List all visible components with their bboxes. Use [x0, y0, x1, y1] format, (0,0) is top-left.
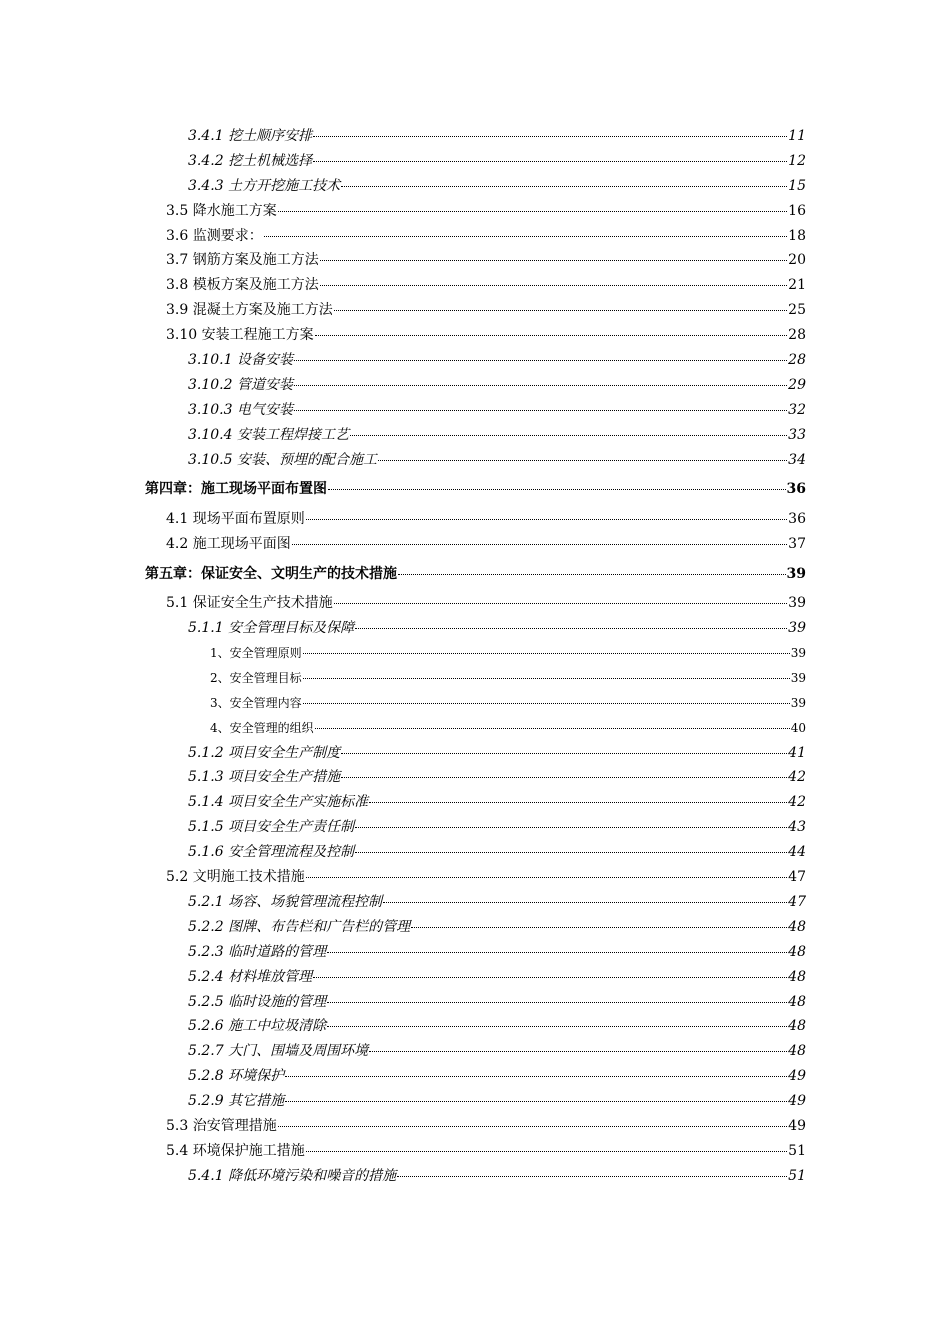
- toc-entry[interactable]: [145, 840, 806, 865]
- toc-dot-leader: [341, 776, 787, 778]
- toc-page-number: 51: [788, 1167, 806, 1184]
- toc-entry[interactable]: [145, 348, 806, 373]
- toc-entry[interactable]: [145, 532, 806, 557]
- toc-page-number: 32: [788, 401, 806, 418]
- toc-page-number: 44: [788, 844, 806, 861]
- toc-entry-title: 3.6 监测要求：: [166, 227, 263, 244]
- toc-entry-title: 5.2.3 临时道路的管理: [188, 943, 327, 960]
- toc-dot-leader: [303, 677, 790, 679]
- toc-page-number: 49: [788, 1068, 806, 1085]
- toc-entry-title: 3.10.1 设备安装: [188, 352, 293, 369]
- toc-entry[interactable]: [145, 423, 806, 448]
- toc-entry-title: 3.10 安装工程施工方案: [166, 327, 314, 344]
- toc-dot-leader: [334, 602, 787, 604]
- toc-page-number: 20: [788, 252, 806, 269]
- toc-dot-leader: [369, 801, 787, 803]
- toc-page-number: 16: [788, 202, 806, 219]
- toc-entry[interactable]: [145, 1014, 806, 1039]
- toc-dot-leader: [278, 210, 787, 212]
- toc-page-number: 21: [788, 277, 806, 294]
- toc-entry-title: 4、安全管理的组织: [210, 720, 314, 735]
- toc-entry[interactable]: [145, 741, 806, 766]
- toc-entry-title: 3.10.5 安装、预埋的配合施工: [188, 451, 377, 468]
- toc-page-number: 48: [788, 1018, 806, 1035]
- toc-dot-leader: [294, 384, 787, 386]
- toc-page-number: 42: [788, 769, 806, 786]
- toc-page-number: 48: [788, 918, 806, 935]
- toc-page-number: 39: [790, 695, 806, 710]
- toc-dot-leader: [334, 309, 787, 311]
- toc-entry[interactable]: [145, 373, 806, 398]
- toc-entry-title: 3.5 降水施工方案: [166, 202, 277, 219]
- toc-entry[interactable]: [145, 298, 806, 323]
- toc-dot-leader: [320, 284, 787, 286]
- toc-entry[interactable]: [145, 865, 806, 890]
- toc-page-number: 43: [788, 819, 806, 836]
- toc-page-number: 47: [788, 869, 806, 886]
- toc-page-number: 28: [788, 352, 806, 369]
- toc-dot-leader: [306, 876, 787, 878]
- toc-entry[interactable]: [145, 641, 806, 666]
- toc-dot-leader: [369, 1050, 787, 1052]
- toc-page-number: 39: [788, 595, 806, 612]
- toc-entry-title: 5.2.8 环境保护: [188, 1068, 285, 1085]
- toc-entry-title: 3.10.4 安装工程焊接工艺: [188, 426, 349, 443]
- toc-entry[interactable]: [145, 990, 806, 1015]
- toc-dot-leader: [341, 185, 787, 187]
- toc-chapter-entry[interactable]: [145, 557, 806, 592]
- toc-entry-title: 5.1.4 项目安全生产实施标准: [188, 794, 369, 811]
- toc-entry[interactable]: [145, 1139, 806, 1164]
- toc-dot-leader: [264, 235, 787, 237]
- toc-entry-title: 5.1.2 项目安全生产制度: [188, 744, 341, 761]
- toc-entry-title: 3.7 钢筋方案及施工方法: [166, 252, 319, 269]
- toc-page-number: 48: [788, 943, 806, 960]
- toc-entry-title: 5.3 治安管理措施: [166, 1117, 277, 1134]
- toc-entry-title: 3.4.3 土方开挖施工技术: [188, 177, 341, 194]
- toc-entry-title: 4.2 施工现场平面图: [166, 535, 291, 552]
- toc-entry[interactable]: [145, 965, 806, 990]
- toc-page-number: 42: [788, 794, 806, 811]
- toc-entry-title: 第五章：保证安全、文明生产的技术措施: [145, 565, 397, 582]
- toc-dot-leader: [327, 1001, 787, 1003]
- toc-entry[interactable]: [145, 398, 806, 423]
- toc-entry-title: 5.2.2 图牌、布告栏和广告栏的管理: [188, 918, 411, 935]
- toc-dot-leader: [313, 135, 787, 137]
- toc-entry[interactable]: [145, 890, 806, 915]
- toc-dot-leader: [306, 518, 787, 520]
- toc-entry-title: 3.9 混凝土方案及施工方法: [166, 302, 333, 319]
- toc-entry[interactable]: [145, 507, 806, 532]
- toc-dot-leader: [355, 627, 787, 629]
- toc-entry[interactable]: [145, 323, 806, 348]
- toc-entry[interactable]: [145, 174, 806, 199]
- toc-entry-title: 3.4.2 挖土机械选择: [188, 152, 313, 169]
- toc-entry[interactable]: [145, 224, 806, 249]
- toc-entry[interactable]: [145, 199, 806, 224]
- toc-dot-leader: [411, 926, 787, 928]
- toc-page-number: 48: [788, 993, 806, 1010]
- toc-page-number: 18: [788, 227, 806, 244]
- toc-entry[interactable]: [145, 716, 806, 741]
- toc-entry-title: 3、安全管理内容: [210, 695, 302, 710]
- toc-dot-leader: [350, 434, 787, 436]
- toc-dot-leader: [397, 1175, 787, 1177]
- toc-entry-title: 5.2.6 施工中垃圾清除: [188, 1018, 327, 1035]
- toc-dot-leader: [383, 901, 787, 903]
- toc-dot-leader: [320, 259, 787, 261]
- toc-entry-title: 3.10.2 管道安装: [188, 376, 293, 393]
- toc-page-number: 29: [788, 376, 806, 393]
- toc-entry-title: 3.4.1 挖土顺序安排: [188, 128, 313, 144]
- toc-entry[interactable]: [145, 1164, 806, 1189]
- toc-dot-leader: [313, 976, 787, 978]
- toc-entry[interactable]: [145, 915, 806, 940]
- toc-page-number: 48: [788, 1043, 806, 1060]
- toc-page-number: 49: [788, 1093, 806, 1110]
- toc-dot-leader: [303, 702, 790, 704]
- toc-entry[interactable]: [145, 616, 806, 641]
- toc-page-number: 39: [788, 620, 806, 637]
- toc-entry-title: 5.2.7 大门、围墙及周围环境: [188, 1043, 369, 1060]
- toc-page-number: 51: [788, 1142, 806, 1159]
- toc-entry-title: 3.8 模板方案及施工方法: [166, 277, 319, 294]
- toc-entry[interactable]: [145, 149, 806, 174]
- toc-page-number: 25: [788, 302, 806, 319]
- toc-dot-leader: [355, 826, 787, 828]
- toc-entry[interactable]: [145, 691, 806, 716]
- toc-entry[interactable]: [145, 273, 806, 298]
- toc-entry[interactable]: [145, 1064, 806, 1089]
- toc-entry[interactable]: [145, 1114, 806, 1139]
- toc-page-number: 39: [790, 646, 806, 661]
- toc-page-number: 41: [788, 744, 806, 761]
- toc-page-number: 28: [788, 327, 806, 344]
- toc-entry-title: 5.2.5 临时设施的管理: [188, 993, 327, 1010]
- toc-dot-leader: [378, 459, 787, 461]
- toc-page-number: 36: [786, 481, 806, 498]
- toc-dot-leader: [303, 652, 790, 654]
- toc-entry[interactable]: [145, 1039, 806, 1064]
- toc-entry-title: 5.4 环境保护施工措施: [166, 1142, 305, 1159]
- toc-entry-title: 2、安全管理目标: [210, 670, 302, 685]
- toc-entry-title: 4.1 现场平面布置原则: [166, 510, 305, 527]
- toc-dot-leader: [313, 160, 787, 162]
- toc-dot-leader: [327, 951, 787, 953]
- toc-entry-title: 5.1 保证安全生产技术措施: [166, 595, 333, 612]
- toc-entry[interactable]: [145, 940, 806, 965]
- toc-dot-leader: [306, 1150, 787, 1152]
- toc-dot-leader: [327, 1025, 787, 1027]
- toc-dot-leader: [285, 1075, 787, 1077]
- toc-page-number: 40: [790, 720, 806, 735]
- toc-dot-leader: [294, 409, 787, 411]
- toc-page-number: 34: [788, 451, 806, 468]
- toc-page-number: 39: [790, 670, 806, 685]
- toc-entry[interactable]: [145, 248, 806, 273]
- toc-entry-title: 第四章：施工现场平面布置图: [145, 481, 327, 498]
- toc-entry[interactable]: [145, 666, 806, 691]
- toc-page-number: 37: [788, 535, 806, 552]
- toc-entry-title: 5.1.5 项目安全生产责任制: [188, 819, 355, 836]
- toc-dot-leader: [315, 727, 790, 729]
- toc-dot-leader: [278, 1125, 787, 1127]
- table-of-contents: [145, 124, 806, 1189]
- toc-entry[interactable]: [145, 790, 806, 815]
- toc-dot-leader: [398, 573, 786, 575]
- toc-dot-leader: [292, 543, 787, 545]
- toc-entry-title: 5.2.9 其它措施: [188, 1093, 285, 1110]
- toc-entry-title: 5.4.1 降低环境污染和噪音的措施: [188, 1167, 397, 1184]
- toc-dot-leader: [355, 851, 787, 853]
- toc-dot-leader: [285, 1100, 787, 1102]
- toc-dot-leader: [294, 359, 787, 361]
- toc-page-number: 47: [788, 893, 806, 910]
- toc-chapter-entry[interactable]: [145, 472, 806, 507]
- toc-dot-leader: [328, 488, 786, 490]
- toc-dot-leader: [315, 334, 788, 336]
- toc-entry-title: 3.10.3 电气安装: [188, 401, 293, 418]
- toc-entry[interactable]: [145, 448, 806, 473]
- toc-entry[interactable]: [145, 765, 806, 790]
- toc-entry[interactable]: [145, 1089, 806, 1114]
- toc-entry[interactable]: [145, 815, 806, 840]
- toc-entry[interactable]: [145, 591, 806, 616]
- toc-page-number: 36: [788, 510, 806, 527]
- toc-page-number: 12: [788, 152, 806, 169]
- toc-page-number: 39: [786, 565, 806, 582]
- toc-entry-title: 5.1.6 安全管理流程及控制: [188, 844, 355, 861]
- toc-entry-title: 1、安全管理原则: [210, 646, 302, 661]
- toc-entry-title: 5.2.4 材料堆放管理: [188, 968, 313, 985]
- toc-dot-leader: [341, 752, 787, 754]
- toc-entry-title: 5.2 文明施工技术措施: [166, 869, 305, 886]
- toc-page-number: 33: [788, 426, 806, 443]
- toc-entry[interactable]: [145, 124, 806, 149]
- toc-entry-title: 5.1.1 安全管理目标及保障: [188, 620, 355, 637]
- toc-page-number: 48: [788, 968, 806, 985]
- toc-page-number: 15: [788, 177, 806, 194]
- toc-page-number: 49: [788, 1117, 806, 1134]
- toc-page-number: 11: [788, 128, 806, 144]
- toc-entry-title: 5.1.3 项目安全生产措施: [188, 769, 341, 786]
- toc-entry-title: 5.2.1 场容、场貌管理流程控制: [188, 893, 383, 910]
